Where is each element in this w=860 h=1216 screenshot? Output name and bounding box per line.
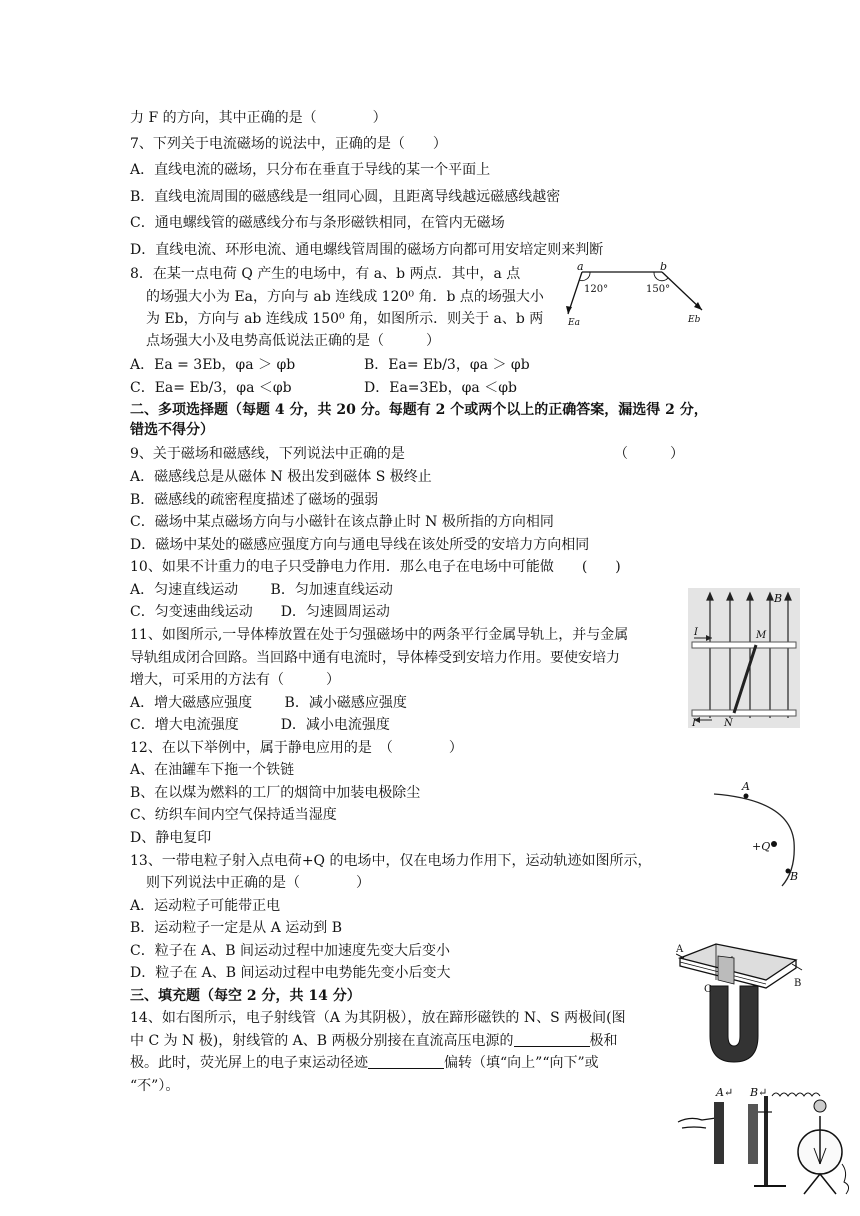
question-11-line1: 11、如图所示,一导体棒放置在处于匀强磁场中的两条平行金属导轨上，并与金属 (130, 627, 629, 643)
question-11-line2: 导轨组成闭合回路。当回路中通有电流时，导体棒受到安培力作用。要使安培力 (130, 650, 620, 666)
q13-option-d: D．粒子在 A、B 间运动过程中电势能先变小后变大 (130, 965, 451, 981)
label-plus-Q: +Q (752, 840, 771, 853)
question-14-line3 (130, 1053, 599, 1073)
q12-option-c: C、纺织车间内空气保持适当湿度 (130, 807, 337, 823)
label-b: b (660, 262, 668, 273)
label-eb: Eb (688, 315, 701, 325)
q7-option-b: B．直线电流周围的磁感线是一组同心圆，且距离导线越远磁感线越密 (130, 189, 561, 205)
label-B: B (774, 592, 783, 605)
q9-option-a: A．磁感线总是从磁体 N 极出发到磁体 S 极终止 (130, 469, 432, 485)
q14-line2-text: 中 C 为 N 极)，射线管的 A、B 两极分别接在直流高压电源的 (130, 1033, 514, 1049)
q10-options-ab: A．匀速直线运动 B．匀加速直线运动 (130, 582, 393, 598)
q8-option-a: A．Ea = 3Eb，φa ＞ φb (130, 357, 296, 373)
label-A: A↵ (716, 1086, 734, 1099)
label-M: M (756, 630, 767, 641)
figure-q11 (688, 588, 800, 728)
section-2-heading: 二、多项选择题（每题 4 分，共 20 分。每题有 2 个或两个以上的正确答案，漏选得 2 分， (130, 402, 708, 418)
question-8-line3: 为 Eb，方向与 ab 连线成 150⁰ 角，如图所示．则关于 a、b 两 (146, 311, 544, 327)
q13-option-c: C．粒子在 A、B 间运动过程中加速度先变大后变小 (130, 943, 451, 959)
question-14-line1: 14、如右图所示，电子射线管（A 为其阴极），放在蹄形磁铁的 N、S 两极间(图 (130, 1010, 626, 1026)
question-14-line2 (130, 1031, 618, 1051)
q8-option-c: C．Ea= Eb/3，φa ＜φb (130, 380, 292, 396)
fill-blank-2[interactable] (368, 1054, 444, 1069)
question-14-line4: “不”）。 (130, 1078, 180, 1094)
q9-answer-paren: （ ） (614, 446, 684, 462)
q12-option-a: A、在油罐车下拖一个铁链 (130, 762, 295, 778)
section-3-heading: 三、填充题（每空 2 分，共 14 分） (130, 988, 361, 1004)
label-C: C (704, 984, 712, 995)
label-I-top: I (694, 627, 698, 638)
question-continuation: 力 F 的方向，其中正确的是（ ） (130, 110, 387, 126)
question-8-line1: 8．在某一点电荷 Q 产生的电场中，有 a、b 两点．其中，a 点 (130, 266, 521, 282)
question-13-line1: 13、一带电粒子射入点电荷+Q 的电场中，仅在电场力作用下，运动轨迹如图所示， (130, 853, 652, 869)
q13-option-b: B．运动粒子一定是从 A 运动到 B (130, 920, 343, 936)
question-8-line2: 的场强大小为 Ea，方向与 ab 连线成 120⁰ 角．b 点的场强大小 (146, 289, 544, 305)
q13-option-a: A．运动粒子可能带正电 (130, 898, 281, 914)
figure-apparatus (676, 1082, 860, 1202)
question-13-line2: 则下列说法中正确的是（ ） (146, 875, 370, 891)
label-A: A (676, 944, 684, 955)
q8-option-b: B．Ea= Eb/3，φa ＞ φb (364, 357, 530, 373)
label-a: a (577, 262, 584, 273)
q12-option-b: B、在以煤为燃料的工厂的烟筒中加装电极除尘 (130, 785, 421, 801)
angle-b-label: 150° (646, 284, 671, 295)
angle-a-label: 120° (584, 284, 609, 295)
question-10: 10、如果不计重力的电子只受静电力作用．那么电子在电场中可能做 ( ) (130, 559, 621, 575)
q9-option-c: C．磁场中某点磁场方向与小磁针在该点静止时 N 极所指的方向相同 (130, 514, 554, 530)
section-2-heading-cont: 错选不得分） (130, 422, 214, 438)
question-7: 7、下列关于电流磁场的说法中，正确的是（ ） (130, 136, 447, 152)
label-N: N (724, 718, 733, 728)
q7-option-a: A．直线电流的磁场，只分布在垂直于导线的某一个平面上 (130, 162, 491, 178)
question-11-line3: 增大，可采用的方法有（ ） (130, 672, 340, 688)
q14-line3-text: 极。此时，荧光屏上的电子束运动径迹 (130, 1055, 368, 1071)
figure-q13 (712, 778, 812, 888)
q9-option-b: B．磁感线的疏密程度描述了磁场的强弱 (130, 492, 379, 508)
q8-option-d: D．Ea=3Eb，φa ＜φb (364, 380, 517, 396)
q9-option-d: D．磁场中某处的磁感应强度方向与通电导线在该处所受的安培力方向相同 (130, 537, 590, 553)
q10-options-cd: C．匀变速曲线运动 D．匀速圆周运动 (130, 604, 390, 620)
label-I-bottom: I (692, 718, 696, 728)
question-8-line4: 点场强大小及电势高低说法正确的是（ ） (146, 333, 440, 349)
label-A: A (742, 780, 750, 793)
fill-blank-1[interactable] (514, 1032, 590, 1047)
figure-q14 (676, 936, 806, 1066)
q14-line3-tail: 偏转（填“向上”“向下”或 (444, 1055, 599, 1071)
label-B: B (790, 870, 799, 883)
label-B: B↵ (750, 1086, 768, 1099)
q11-options-ab: A．增大磁感应强度 B．减小磁感应强度 (130, 695, 407, 711)
question-9: 9、关于磁场和磁感线，下列说法中正确的是 (130, 446, 405, 462)
q11-options-cd: C．增大电流强度 D．减小电流强度 (130, 717, 390, 733)
label-B: B (794, 978, 802, 989)
q14-line2-tail: 极和 (589, 1033, 618, 1049)
label-ea: Ea (568, 318, 580, 328)
figure-q8 (560, 262, 710, 328)
q7-option-c: C．通电螺线管的磁感线分布与条形磁铁相同，在管内无磁场 (130, 215, 505, 231)
question-12: 12、在以下举例中，属于静电应用的是 （ ） (130, 740, 463, 756)
q12-option-d: D、静电复印 (130, 830, 212, 846)
q7-option-d: D．直线电流、环形电流、通电螺线管周围的磁场方向都可用安培定则来判断 (130, 242, 604, 258)
